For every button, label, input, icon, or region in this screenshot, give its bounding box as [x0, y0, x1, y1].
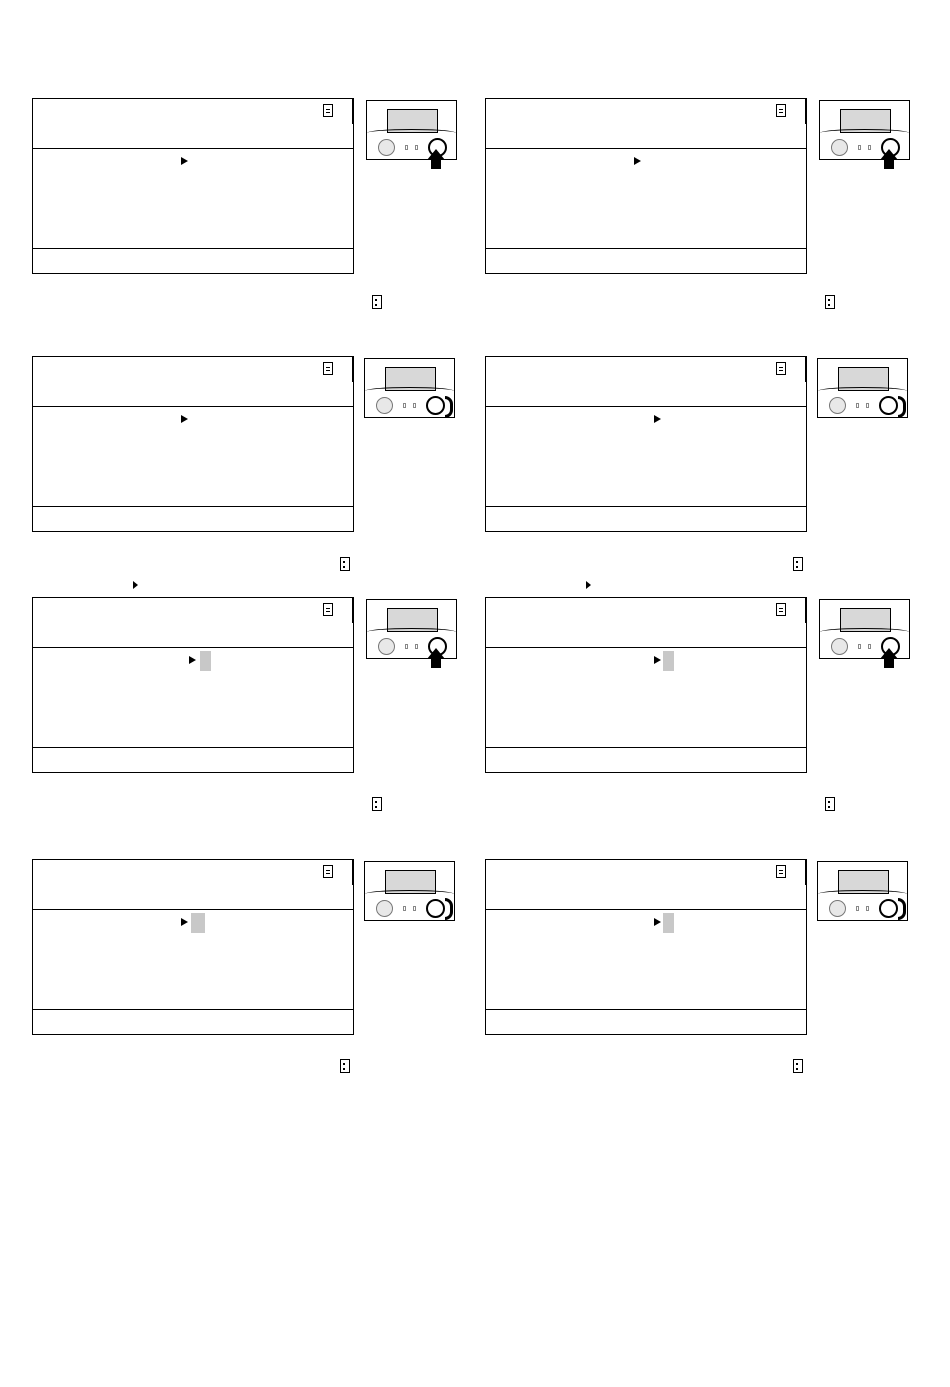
panel-edge-mark [352, 597, 354, 623]
device-curve [818, 890, 907, 898]
selector-arrow-icon [181, 415, 188, 423]
selector-arrow-icon [133, 581, 138, 589]
left-knob [831, 638, 848, 655]
left-knob [376, 900, 393, 917]
panel-edge-mark [352, 356, 354, 382]
panel-header [33, 598, 353, 648]
led-indicator [866, 906, 869, 911]
panel-edge-mark [805, 597, 807, 623]
panel-footer [486, 506, 806, 531]
device-curve [820, 129, 909, 137]
selector-arrow-icon [181, 157, 188, 165]
note-icon [825, 295, 835, 309]
right-knob[interactable] [879, 396, 898, 415]
menu-lines-icon [776, 865, 786, 878]
menu-lines-icon [776, 104, 786, 117]
right-knob[interactable] [426, 899, 445, 918]
led-indicator [415, 145, 418, 150]
left-knob [831, 139, 848, 156]
panel-header [486, 357, 806, 407]
led-indicator [405, 644, 408, 649]
note-icon [793, 1059, 803, 1073]
panel-header [33, 860, 353, 910]
left-knob [829, 397, 846, 414]
panel-footer [33, 506, 353, 531]
led-indicator [858, 644, 861, 649]
controller-device-8 [817, 861, 908, 921]
panel-edge-mark [805, 859, 807, 885]
led-indicator [868, 145, 871, 150]
edit-cursor [663, 913, 674, 933]
led-indicator [866, 403, 869, 408]
right-knob[interactable] [426, 396, 445, 415]
note-icon [340, 557, 350, 571]
display-panel-3 [32, 356, 354, 532]
display-panel-5 [32, 597, 354, 773]
display-panel-6 [485, 597, 807, 773]
panel-footer [486, 747, 806, 772]
edit-cursor [200, 651, 211, 671]
panel-header [33, 357, 353, 407]
panel-edge-mark [805, 356, 807, 382]
note-icon [793, 557, 803, 571]
left-knob [378, 139, 395, 156]
note-icon [372, 797, 382, 811]
device-curve [365, 890, 454, 898]
panel-footer [486, 248, 806, 273]
device-curve [820, 628, 909, 636]
menu-lines-icon [776, 362, 786, 375]
left-knob [376, 397, 393, 414]
menu-lines-icon [323, 865, 333, 878]
led-indicator [413, 906, 416, 911]
menu-lines-icon [323, 104, 333, 117]
device-curve [365, 387, 454, 395]
panel-edge-mark [352, 859, 354, 885]
note-icon [825, 797, 835, 811]
right-knob[interactable] [879, 899, 898, 918]
controller-device-7 [364, 861, 455, 921]
controller-device-3 [364, 358, 455, 418]
selector-arrow-icon [654, 415, 661, 423]
selector-arrow-icon [586, 581, 591, 589]
display-panel-4 [485, 356, 807, 532]
led-indicator [403, 906, 406, 911]
device-curve [367, 628, 456, 636]
led-indicator [405, 145, 408, 150]
panel-footer [33, 747, 353, 772]
panel-header [486, 598, 806, 648]
edit-cursor [663, 651, 674, 671]
menu-lines-icon [323, 603, 333, 616]
display-panel-7 [32, 859, 354, 1035]
selector-arrow-icon [181, 918, 188, 926]
led-indicator [413, 403, 416, 408]
panel-edge-mark [352, 98, 354, 124]
selector-arrow-icon [654, 918, 661, 926]
menu-lines-icon [323, 362, 333, 375]
left-knob [829, 900, 846, 917]
panel-footer [486, 1009, 806, 1034]
note-icon [372, 295, 382, 309]
device-curve [818, 387, 907, 395]
selector-arrow-icon [189, 656, 196, 664]
edit-cursor [191, 913, 205, 933]
controller-device-4 [817, 358, 908, 418]
led-indicator [856, 403, 859, 408]
panel-header [486, 99, 806, 149]
panel-header [486, 860, 806, 910]
menu-lines-icon [776, 603, 786, 616]
left-knob [378, 638, 395, 655]
panel-header [33, 99, 353, 149]
note-icon [340, 1059, 350, 1073]
panel-footer [33, 1009, 353, 1034]
led-indicator [403, 403, 406, 408]
display-panel-8 [485, 859, 807, 1035]
display-panel-2 [485, 98, 807, 274]
selector-arrow-icon [654, 656, 661, 664]
panel-footer [33, 248, 353, 273]
panel-edge-mark [805, 98, 807, 124]
led-indicator [415, 644, 418, 649]
led-indicator [868, 644, 871, 649]
device-curve [367, 129, 456, 137]
display-panel-1 [32, 98, 354, 274]
selector-arrow-icon [634, 157, 641, 165]
led-indicator [856, 906, 859, 911]
led-indicator [858, 145, 861, 150]
